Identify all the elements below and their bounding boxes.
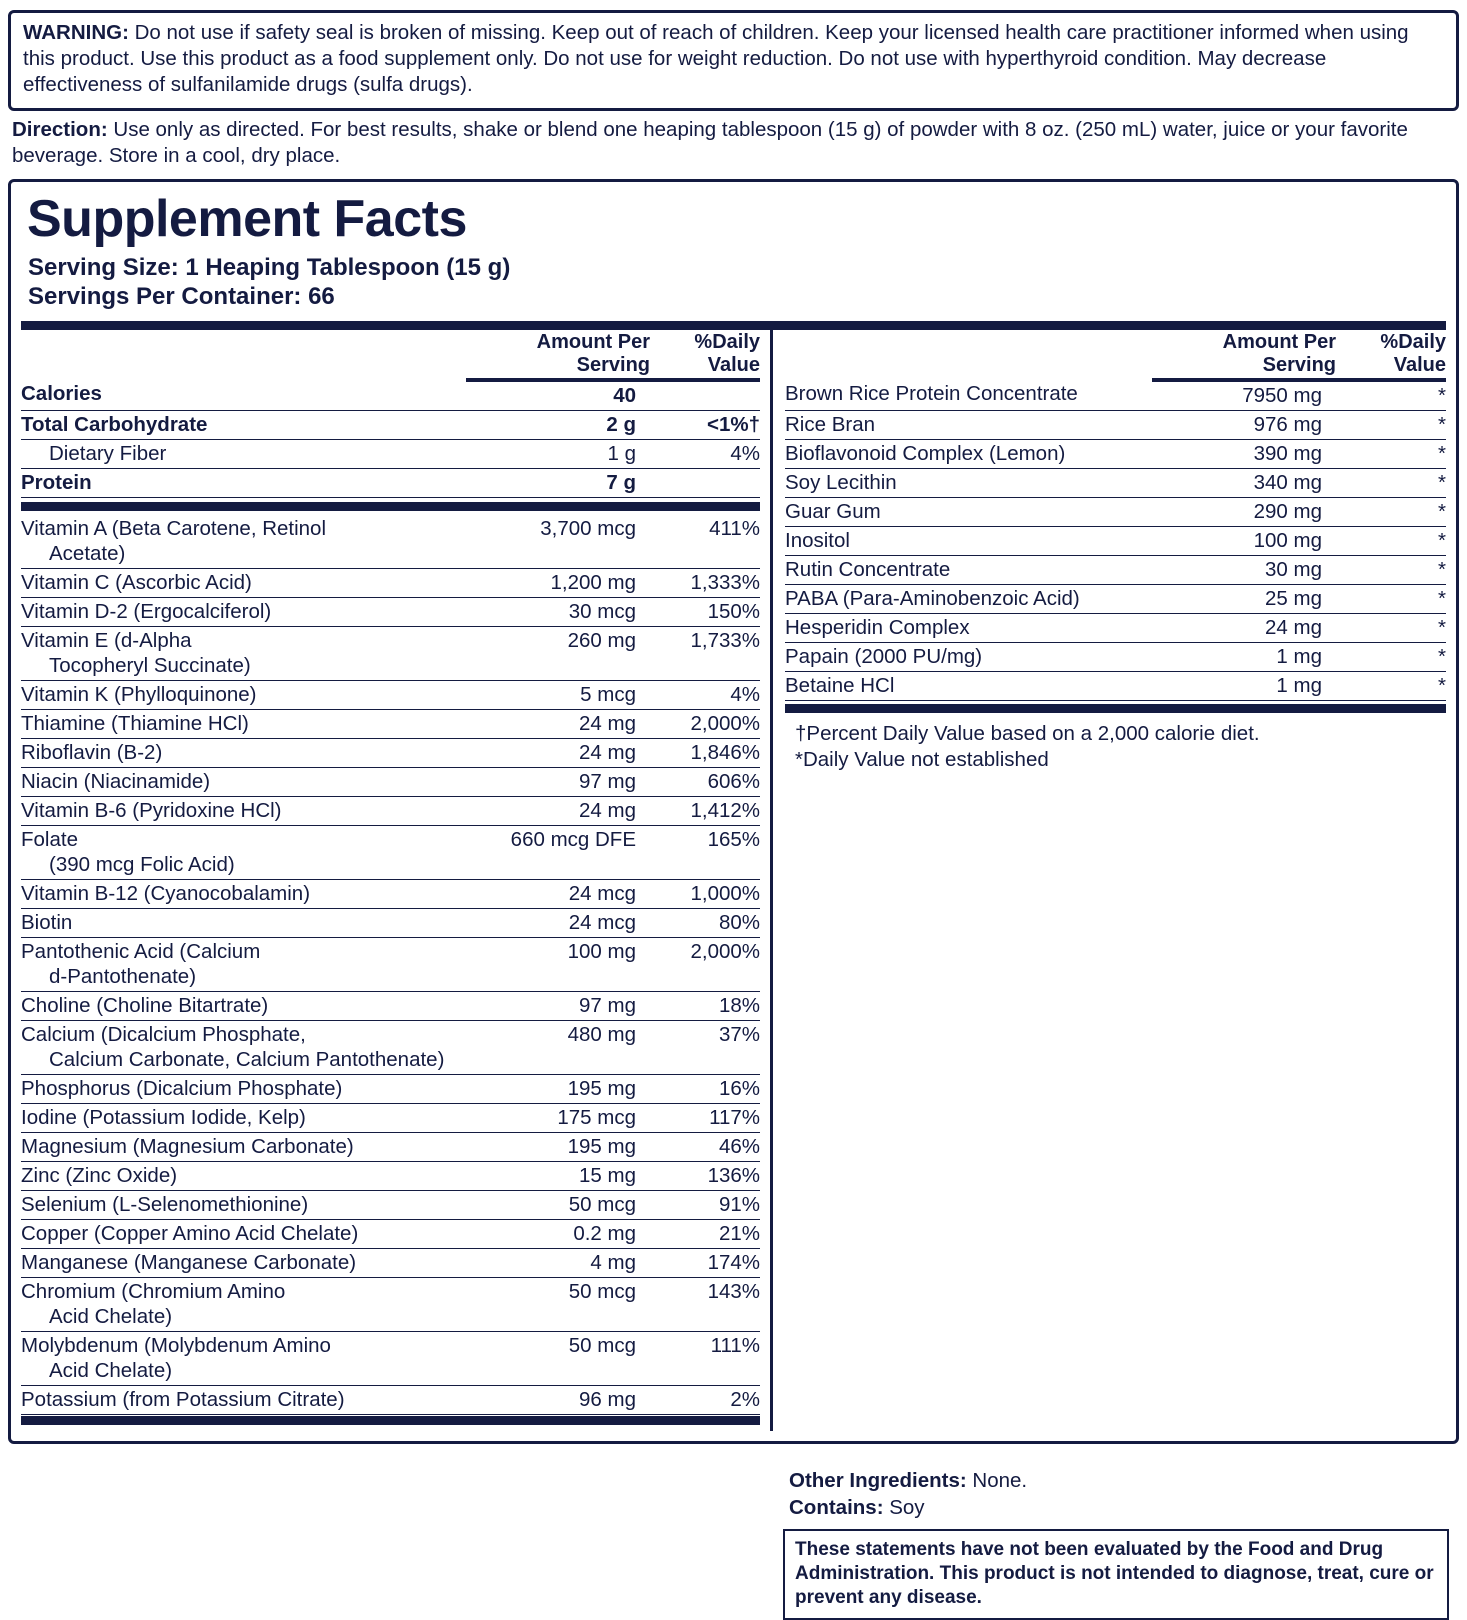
contains-line — [789, 1495, 1449, 1522]
nutrient-name: Manganese (Manganese Carbonate) — [21, 1249, 466, 1278]
nutrient-dv: 165% — [650, 826, 760, 880]
nutrient-name-line2: (390 mcg Folic Acid) — [49, 853, 235, 877]
nutrient-dv: 2% — [650, 1386, 760, 1415]
table-row — [21, 1133, 760, 1162]
nutrient-name-line2: d-Pantothenate) — [49, 965, 197, 989]
nutrient-dv: 150% — [650, 598, 760, 627]
ingredient-name: Betaine HCl — [785, 672, 1152, 701]
ingredient-amount: 390 mg — [1152, 440, 1336, 469]
table-row — [21, 440, 760, 469]
header-amount-right — [1152, 330, 1336, 380]
nutrient-amount: 50 mcg — [466, 1278, 650, 1332]
table-row — [785, 643, 1446, 672]
lower-left-spacer — [8, 1452, 783, 1620]
table-row — [785, 672, 1446, 701]
warning-label: WARNING: — [23, 21, 129, 44]
nutrient-name: Niacin (Niacinamide) — [21, 768, 466, 797]
nutrient-amount: 7 g — [466, 469, 650, 498]
header-blank-right — [785, 330, 1152, 380]
header-dv-left — [650, 330, 760, 380]
nutrient-dv: 1,000% — [650, 880, 760, 909]
nutrient-name — [21, 1332, 466, 1386]
table-row — [21, 710, 760, 739]
header-amount-left — [466, 330, 650, 380]
table-row — [21, 768, 760, 797]
nutrient-amount: 97 mg — [466, 992, 650, 1021]
contains-value: Soy — [883, 1495, 925, 1519]
ingredient-amount: 340 mg — [1152, 469, 1336, 498]
supplement-facts-title: Supplement Facts — [27, 190, 467, 249]
nutrient-name: Magnesium (Magnesium Carbonate) — [21, 1133, 466, 1162]
nutrient-amount: 50 mcg — [466, 1332, 650, 1386]
nutrient-amount: 40 — [466, 380, 650, 411]
warning-box — [8, 10, 1459, 111]
table-row — [21, 938, 760, 992]
ingredient-dv: * — [1336, 672, 1446, 701]
servings-per-container: Servings Per Container: 66 — [28, 283, 335, 311]
header-dv-right — [1336, 330, 1446, 380]
header-blank-left — [21, 330, 466, 380]
nutrient-amount: 30 mcg — [466, 598, 650, 627]
ingredient-dv: * — [1336, 411, 1446, 440]
nutrient-name-line1: Molybdenum (Molybdenum Amino — [21, 1334, 331, 1358]
header-amount-line1: Amount Per — [536, 331, 650, 354]
nutrient-amount: 195 mg — [466, 1133, 650, 1162]
ingredient-amount: 1 mg — [1152, 672, 1336, 701]
nutrient-name: Phosphorus (Dicalcium Phosphate) — [21, 1075, 466, 1104]
nutrient-amount: 3,700 mcg — [466, 515, 650, 569]
table-row — [21, 1191, 760, 1220]
table-header-row-left — [21, 330, 760, 380]
nutrient-name-line1: Folate — [21, 828, 78, 852]
nutrient-name — [21, 1021, 466, 1075]
ingredient-dv: * — [1336, 498, 1446, 527]
contains-label: Contains: — [789, 1495, 884, 1519]
nutrient-name: Calories — [21, 380, 466, 411]
footnotes — [795, 721, 1446, 773]
nutrient-name-line2: Acetate) — [49, 542, 126, 566]
nutrient-name: Choline (Choline Bitartrate) — [21, 992, 466, 1021]
table-row — [21, 880, 760, 909]
nutrient-dv — [650, 469, 760, 498]
nutrient-name: Potassium (from Potassium Citrate) — [21, 1386, 466, 1415]
nutrient-name — [21, 826, 466, 880]
nutrient-name: Vitamin D-2 (Ergocalciferol) — [21, 598, 466, 627]
nutrient-dv: 4% — [650, 440, 760, 469]
nutrient-amount: 24 mg — [466, 797, 650, 826]
nutrient-name — [21, 938, 466, 992]
nutrient-dv: 80% — [650, 909, 760, 938]
ingredient-dv: * — [1336, 556, 1446, 585]
nutrient-name: Vitamin K (Phylloquinone) — [21, 681, 466, 710]
nutrient-amount: 50 mcg — [466, 1191, 650, 1220]
nutrient-name-line2: Calcium Carbonate, Calcium Pantothenate) — [49, 1048, 445, 1072]
nutrient-dv: 37% — [650, 1021, 760, 1075]
nutrient-amount: 175 mcg — [466, 1104, 650, 1133]
nutrient-dv: 2,000% — [650, 938, 760, 992]
table-row — [21, 739, 760, 768]
other-ingredients-line — [789, 1468, 1449, 1495]
table-header-row-right — [785, 330, 1446, 380]
nutrient-amount: 0.2 mg — [466, 1220, 650, 1249]
facts-columns — [21, 330, 1446, 1431]
ingredient-amount: 25 mg — [1152, 585, 1336, 614]
nutrient-name: Vitamin B-6 (Pyridoxine HCl) — [21, 797, 466, 826]
supplement-facts-panel — [8, 179, 1459, 1444]
ingredient-amount: 976 mg — [1152, 411, 1336, 440]
nutrient-dv: 21% — [650, 1220, 760, 1249]
section-divider-cell — [21, 498, 760, 516]
nutrient-amount: 660 mcg DFE — [466, 826, 650, 880]
table-row — [21, 411, 760, 440]
table-row — [21, 569, 760, 598]
table-row — [21, 909, 760, 938]
nutrient-amount: 5 mcg — [466, 681, 650, 710]
right-section-divider-bar — [785, 704, 1446, 713]
ingredient-amount: 30 mg — [1152, 556, 1336, 585]
nutrient-name — [21, 627, 466, 681]
ingredient-amount: 24 mg — [1152, 614, 1336, 643]
warning-paragraph — [23, 20, 1444, 99]
section-divider-row — [21, 498, 760, 516]
lower-right-content — [783, 1452, 1459, 1620]
header-amount-line2: Serving — [1262, 353, 1336, 376]
facts-table-left — [21, 330, 760, 1415]
nutrient-name: Dietary Fiber — [21, 440, 466, 469]
nutrient-dv: 46% — [650, 1133, 760, 1162]
ingredient-dv: * — [1336, 380, 1446, 411]
nutrient-dv: 1,733% — [650, 627, 760, 681]
title-divider — [21, 321, 1446, 330]
nutrient-amount: 2 g — [466, 411, 650, 440]
table-row — [21, 1386, 760, 1415]
nutrient-name: Vitamin B-12 (Cyanocobalamin) — [21, 880, 466, 909]
nutrient-dv: 606% — [650, 768, 760, 797]
ingredient-name: Inositol — [785, 527, 1152, 556]
serving-size: Serving Size: 1 Heaping Tablespoon (15 g) — [28, 253, 511, 281]
other-ingredients-block — [789, 1468, 1449, 1521]
other-ingredients-label: Other Ingredients: — [789, 1469, 967, 1493]
nutrient-amount: 24 mcg — [466, 909, 650, 938]
nutrient-name: Thiamine (Thiamine HCl) — [21, 710, 466, 739]
nutrient-dv: 143% — [650, 1278, 760, 1332]
table-row — [21, 1278, 760, 1332]
other-ingredients-value: None. — [966, 1469, 1028, 1493]
header-amount-line2: Serving — [576, 353, 650, 376]
table-row — [21, 1332, 760, 1386]
direction-label: Direction: — [12, 117, 108, 141]
ingredient-name: Hesperidin Complex — [785, 614, 1152, 643]
nutrient-name: Zinc (Zinc Oxide) — [21, 1162, 466, 1191]
ingredient-name: Soy Lecithin — [785, 469, 1152, 498]
table-row — [785, 380, 1446, 411]
nutrient-dv: 2,000% — [650, 710, 760, 739]
nutrient-name — [21, 515, 466, 569]
nutrient-name: Vitamin C (Ascorbic Acid) — [21, 569, 466, 598]
table-row — [21, 627, 760, 681]
nutrient-dv: 4% — [650, 681, 760, 710]
nutrient-dv: <1%† — [650, 411, 760, 440]
table-row — [785, 527, 1446, 556]
header-amount-line1: Amount Per — [1222, 331, 1336, 354]
table-row — [785, 556, 1446, 585]
ingredient-dv: * — [1336, 585, 1446, 614]
nutrient-dv: 1,846% — [650, 739, 760, 768]
lower-right-area — [0, 1452, 1467, 1620]
direction-block — [12, 117, 1457, 169]
nutrient-name: Biotin — [21, 909, 466, 938]
table-row — [785, 469, 1446, 498]
nutrient-dv: 1,412% — [650, 797, 760, 826]
nutrient-amount: 195 mg — [466, 1075, 650, 1104]
table-row — [785, 585, 1446, 614]
ingredient-name: Guar Gum — [785, 498, 1152, 527]
nutrient-name-line1: Vitamin A (Beta Carotene, Retinol — [21, 517, 327, 541]
table-row — [21, 469, 760, 498]
nutrient-dv: 136% — [650, 1162, 760, 1191]
lower-flex — [8, 1452, 1459, 1620]
warning-text: Do not use if safety seal is broken of missing. Keep out of reach of children. Keep your licensed health care practitioner informed when using this product. Use this product as a food supplement only. Do not use for weight reduction. Do not use with hyperthyroid condition. May decrease effectiveness of sulfanilamide drugs (sulfa drugs). — [23, 21, 1409, 97]
nutrient-amount: 24 mg — [466, 739, 650, 768]
nutrient-name: Riboflavin (B-2) — [21, 739, 466, 768]
ingredient-name: Papain (2000 PU/mg) — [785, 643, 1152, 672]
nutrient-name-line1: Chromium (Chromium Amino — [21, 1280, 286, 1304]
ingredient-dv: * — [1336, 643, 1446, 672]
table-row — [21, 1104, 760, 1133]
nutrient-amount: 1,200 mg — [466, 569, 650, 598]
nutrient-name — [21, 1278, 466, 1332]
ingredient-dv: * — [1336, 440, 1446, 469]
nutrient-amount: 4 mg — [466, 1249, 650, 1278]
left-bottom-bar — [21, 1416, 760, 1425]
table-row — [21, 598, 760, 627]
nutrient-dv: 117% — [650, 1104, 760, 1133]
table-row — [785, 498, 1446, 527]
nutrient-amount: 24 mcg — [466, 880, 650, 909]
table-row — [21, 380, 760, 411]
table-row — [21, 1075, 760, 1104]
nutrient-dv: 174% — [650, 1249, 760, 1278]
nutrient-dv: 18% — [650, 992, 760, 1021]
nutrient-name-line1: Pantothenic Acid (Calcium — [21, 940, 261, 964]
nutrient-amount: 96 mg — [466, 1386, 650, 1415]
nutrient-name-line1: Calcium (Dicalcium Phosphate, — [21, 1023, 306, 1047]
ingredient-amount: 1 mg — [1152, 643, 1336, 672]
table-row — [21, 1220, 760, 1249]
header-dv-line2: Value — [707, 353, 760, 376]
table-row — [21, 515, 760, 569]
table-row — [785, 411, 1446, 440]
header-dv-line2: Value — [1393, 353, 1446, 376]
nutrient-dv: 411% — [650, 515, 760, 569]
nutrient-name: Protein — [21, 469, 466, 498]
nutrient-dv: 1,333% — [650, 569, 760, 598]
nutrient-name: Copper (Copper Amino Acid Chelate) — [21, 1220, 466, 1249]
nutrient-amount: 24 mg — [466, 710, 650, 739]
ingredient-name: Brown Rice Protein Concentrate — [785, 380, 1152, 411]
ingredient-amount: 290 mg — [1152, 498, 1336, 527]
nutrient-amount: 100 mg — [466, 938, 650, 992]
section-divider-bar — [21, 502, 760, 511]
ingredient-dv: * — [1336, 469, 1446, 498]
table-row — [21, 992, 760, 1021]
table-row — [21, 826, 760, 880]
nutrient-amount: 15 mg — [466, 1162, 650, 1191]
table-row — [21, 797, 760, 826]
ingredient-name: Rice Bran — [785, 411, 1152, 440]
nutrient-name: Total Carbohydrate — [21, 411, 466, 440]
nutrient-dv — [650, 380, 760, 411]
nutrient-name: Iodine (Potassium Iodide, Kelp) — [21, 1104, 466, 1133]
nutrient-name-line2: Acid Chelate) — [49, 1359, 173, 1383]
ingredient-name: Bioflavonoid Complex (Lemon) — [785, 440, 1152, 469]
ingredient-name: PABA (Para-Aminobenzoic Acid) — [785, 585, 1152, 614]
footnote-not-established: *Daily Value not established — [795, 748, 1049, 772]
direction-text: Use only as directed. For best results, shake or blend one heaping tablespoon (15 g) of powder with 8 oz. (250 mL) water, juice or your favorite beverage. Store in a cool, dry place. — [12, 117, 1408, 167]
table-row — [785, 440, 1446, 469]
nutrient-amount: 480 mg — [466, 1021, 650, 1075]
nutrient-name-line2: Tocopheryl Succinate) — [49, 654, 251, 678]
header-dv-line1: %Daily — [1380, 331, 1446, 354]
ingredient-dv: * — [1336, 614, 1446, 643]
footnote-daily-value: †Percent Daily Value based on a 2,000 calorie diet. — [795, 722, 1260, 746]
ingredient-amount: 7950 mg — [1152, 380, 1336, 411]
table-row — [21, 1162, 760, 1191]
ingredient-name: Rutin Concentrate — [785, 556, 1152, 585]
table-row — [21, 681, 760, 710]
nutrient-name-line2: Acid Chelate) — [49, 1305, 173, 1329]
facts-table-right — [785, 330, 1446, 701]
facts-right-column — [773, 330, 1446, 773]
fda-disclaimer: These statements have not been evaluated by the Food and Drug Administration. This product is not intended to diagnose, treat, cure or prevent any disease. — [783, 1529, 1449, 1619]
nutrient-name-line1: Vitamin E (d-Alpha — [21, 629, 192, 653]
table-row — [21, 1021, 760, 1075]
nutrient-dv: 91% — [650, 1191, 760, 1220]
table-row — [785, 614, 1446, 643]
facts-left-column — [21, 330, 773, 1431]
table-row — [21, 1249, 760, 1278]
nutrient-dv: 111% — [650, 1332, 760, 1386]
nutrient-name: Selenium (L-Selenomethionine) — [21, 1191, 466, 1220]
nutrient-amount: 260 mg — [466, 627, 650, 681]
ingredient-amount: 100 mg — [1152, 527, 1336, 556]
nutrient-amount: 97 mg — [466, 768, 650, 797]
nutrient-dv: 16% — [650, 1075, 760, 1104]
header-dv-line1: %Daily — [694, 331, 760, 354]
nutrient-amount: 1 g — [466, 440, 650, 469]
ingredient-dv: * — [1336, 527, 1446, 556]
